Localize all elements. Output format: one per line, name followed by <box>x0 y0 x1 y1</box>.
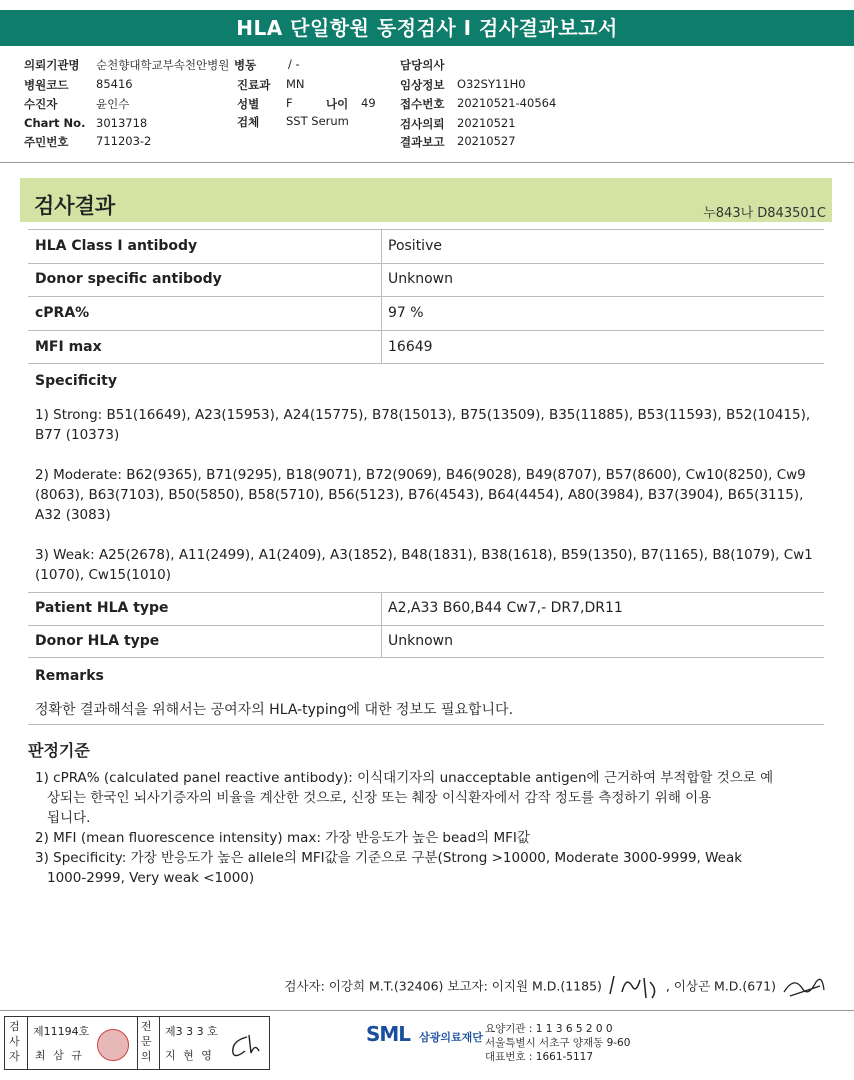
criteria-item-3b: 1000-2999, Very weak <1000) <box>47 870 255 886</box>
hla-row <box>28 626 824 658</box>
chart-value: 3013718 <box>96 116 148 130</box>
clinical-value: O32SY11H0 <box>457 77 526 91</box>
patient-value: 윤인수 <box>96 97 130 111</box>
hospital-code-label: 병원코드 <box>24 78 69 92</box>
header-divider <box>0 162 854 163</box>
specificity-moderate: 2) Moderate: B62(9365), B71(9295), B18(9071), B72(9069), B46(9028), B49(8707), B57(8600), Cw10(8250), Cw9 (8063), B63(7103), B50(5850), B58(5710), B56(5123), B76(4543), B64(4454), A80(3984), B37(3904), B65(3115), A32 (3083) <box>35 467 806 523</box>
sml-logo-name: 삼광의료재단 <box>419 1031 483 1044</box>
criteria-item-2: 2) MFI (mean fluorescence intensity) max: 가장 반응도가 높은 bead의 MFI값 <box>35 830 530 846</box>
criteria-item-1b: 상되는 한국인 뇌사기증자의 비율을 계산한 것으로, 신장 또는 췌장 이식환자에서 감작 정도를 측정하기 위해 이용 <box>47 790 712 806</box>
remarks-block <box>28 658 824 725</box>
ward-value: / - <box>288 57 300 71</box>
inspector-seal <box>97 1029 129 1061</box>
request-value: 20210521 <box>457 116 516 130</box>
specificity-title: Specificity <box>35 373 117 389</box>
criteria-item-3a: 3) Specificity: 가장 반응도가 높은 allele의 MFI값을 기준으로 구분(Strong >10000, Moderate 3000-9999, Weak <box>35 850 743 866</box>
signature-scribble-1 <box>606 972 662 1002</box>
signature-text: 검사자: 이강희 M.T.(32406) 보고자: 이지원 M.D.(1185) <box>284 978 602 994</box>
specialist-number: 제3 3 3 호 <box>165 1025 218 1038</box>
cell-divider <box>381 331 382 363</box>
age-label: 나이 <box>326 97 349 111</box>
result-row <box>28 230 824 264</box>
id-label: 주민번호 <box>24 135 69 149</box>
result-key: cPRA% <box>35 305 90 321</box>
cell-divider <box>381 297 382 330</box>
reception-value: 20210521-40564 <box>457 96 557 110</box>
stamp-box <box>4 1016 270 1070</box>
result-value: 97 % <box>388 305 424 321</box>
hospital-code-value: 85416 <box>96 77 133 91</box>
org-address: 서울특별시 서초구 양재동 9-60 <box>485 1037 631 1049</box>
result-row <box>28 331 824 364</box>
result-value: 16649 <box>388 339 433 355</box>
specialist-label: 전문의 <box>141 1020 152 1063</box>
specialist-name: 지 현 영 <box>165 1049 214 1062</box>
patient-label: 수진자 <box>24 97 58 111</box>
doctor-label: 담당의사 <box>400 58 445 72</box>
org-code: 요양기관 : 1 1 3 6 5 2 0 0 <box>485 1023 613 1035</box>
chart-label: Chart No. <box>24 116 86 130</box>
result-row <box>28 264 824 297</box>
age-value: 49 <box>361 96 376 110</box>
result-key: MFI max <box>35 339 102 355</box>
request-label: 검사의뢰 <box>400 117 445 131</box>
org-phone: 대표번호 : 1661-5117 <box>485 1051 594 1063</box>
inspector-name: 최 삼 규 <box>35 1049 84 1062</box>
clinical-label: 임상정보 <box>400 78 445 92</box>
cell-divider <box>381 264 382 296</box>
specialist-signature <box>225 1031 265 1061</box>
criteria-item-1a: 1) cPRA% (calculated panel reactive antibody): 이식대기자의 unacceptable antigen에 근거하여 부적합할 것으로 예 <box>35 770 774 786</box>
result-value: Positive <box>388 238 442 254</box>
criteria-title: 판정기준 <box>28 741 90 760</box>
stamp-divider <box>137 1017 138 1069</box>
header-info <box>0 50 854 160</box>
specificity-weak: 3) Weak: A25(2678), A11(2499), A1(2409), A3(1852), B48(1831), B38(1618), B59(1350), B7(1165), B8(1079), Cw1 (1070), Cw15(1010) <box>35 547 813 583</box>
results-section-title: 검사결과 <box>34 194 116 218</box>
signature-text-2: , 이상곤 M.D.(671) <box>665 978 777 994</box>
specificity-strong: 1) Strong: B51(16649), A23(15953), A24(15775), B78(15013), B75(13509), B35(11885), B53(11593), B52(10415), B77 (10373) <box>35 407 811 443</box>
ward-label: 병동 <box>234 58 257 72</box>
result-value: Unknown <box>388 271 453 287</box>
stamp-divider <box>27 1017 28 1069</box>
hla-key: Donor HLA type <box>35 633 160 649</box>
stamp-divider <box>159 1017 160 1069</box>
report-label: 결과보고 <box>400 135 445 149</box>
institution-label: 의뢰기관명 <box>24 58 80 72</box>
results-section-code: 누843나 D843501C <box>703 206 826 221</box>
hla-key: Patient HLA type <box>35 600 169 616</box>
id-value: 711203-2 <box>96 134 152 148</box>
hla-value: Unknown <box>388 633 453 649</box>
hla-value: A2,A33 B60,B44 Cw7,- DR7,DR11 <box>388 600 623 616</box>
reception-label: 접수번호 <box>400 97 445 111</box>
sex-label: 성별 <box>237 97 260 111</box>
specimen-label: 검체 <box>237 115 260 129</box>
criteria-item-1c: 됩니다. <box>47 810 91 826</box>
dept-value: MN <box>286 77 305 91</box>
footer <box>0 1012 854 1070</box>
cell-divider <box>381 626 382 657</box>
sml-logo <box>366 1022 483 1046</box>
results-section-header <box>20 178 832 222</box>
dept-label: 진료과 <box>237 78 271 92</box>
report-value: 20210527 <box>457 134 516 148</box>
report-title: HLA 단일항원 동정검사 I 검사결과보고서 <box>0 10 854 46</box>
specimen-value: SST Serum <box>286 114 349 128</box>
sml-logo-mark: SML <box>366 1022 411 1046</box>
signature-line <box>284 972 826 1002</box>
result-key: HLA Class Ⅰ antibody <box>35 238 198 254</box>
cell-divider <box>381 593 382 625</box>
footer-divider <box>0 1010 854 1011</box>
remarks-title: Remarks <box>35 668 104 684</box>
institution-value: 순천향대학교부속천안병원 <box>96 58 230 72</box>
result-key: Donor specific antibody <box>35 271 222 287</box>
org-info <box>485 1022 630 1064</box>
criteria-list <box>35 768 817 888</box>
sex-value: F <box>286 96 293 110</box>
remarks-text: 정확한 결과해석을 위해서는 공여자의 HLA-typing에 대한 정보도 필요합니다. <box>35 702 514 718</box>
cell-divider <box>381 230 382 263</box>
signature-scribble-2 <box>780 972 826 1002</box>
inspector-label: 검사자 <box>9 1020 20 1063</box>
result-row <box>28 297 824 331</box>
inspector-number: 제11194호 <box>33 1025 90 1038</box>
hla-row <box>28 593 824 626</box>
